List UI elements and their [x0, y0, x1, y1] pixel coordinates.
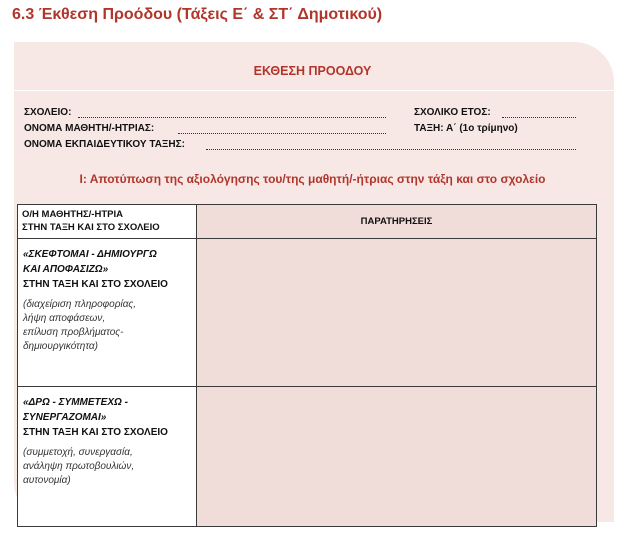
- school-year-field[interactable]: [502, 117, 576, 118]
- description-line: (διαχείριση πληροφορίας,: [23, 299, 137, 310]
- school-label: ΣΧΟΛΕΙΟ:: [24, 107, 72, 118]
- table-header-row: [18, 205, 597, 239]
- table-row: [18, 239, 597, 387]
- dimension-title-line1: «ΔΡΩ - ΣΥΜΜΕΤΕΧΩ -: [23, 397, 128, 408]
- description-line: (συμμετοχή, συνεργασία,: [23, 447, 133, 458]
- header-student-line2: ΣΤΗΝ ΤΑΞΗ ΚΑΙ ΣΤΟ ΣΧΟΛΕΙΟ: [22, 222, 160, 233]
- description-line: αυτονομία): [23, 475, 71, 486]
- student-label: ΟΝΟΜΑ ΜΑΘΗΤΗ/-ΗΤΡΙΑΣ:: [24, 123, 155, 134]
- section-subheading: Ι: Αποτύπωση της αξιολόγησης του/της μαθητή/-ήτριας στην τάξη και στο σχολείο: [79, 172, 546, 186]
- dimension-title-line1: «ΣΚΕΦΤΟΜΑΙ - ΔΗΜΙΟΥΡΓΩ: [23, 249, 157, 260]
- school-field[interactable]: [78, 117, 386, 118]
- title-divider: [14, 90, 614, 91]
- dimension-description: [23, 298, 191, 354]
- student-field[interactable]: [178, 133, 386, 134]
- dimension-description: [23, 446, 191, 488]
- description-line: λήψη αποφάσεων,: [23, 313, 106, 324]
- teacher-label: ΟΝΟΜΑ ΕΚΠΑΙΔΕΥΤΙΚΟΥ ΤΑΞΗΣ:: [24, 139, 185, 150]
- dimension-cell-act: [18, 387, 197, 527]
- header-student-line1: Ο/Η ΜΑΘΗΤΗΣ/-ΗΤΡΙΑ: [22, 209, 123, 220]
- dimension-subtitle: ΣΤΗΝ ΤΑΞΗ ΚΑΙ ΣΤΟ ΣΧΟΛΕΙΟ: [23, 279, 168, 290]
- report-title: ΕΚΘΕΣΗ ΠΡΟΟΔΟΥ: [253, 64, 372, 78]
- header-student-cell: [18, 205, 197, 239]
- dimension-subtitle: ΣΤΗΝ ΤΑΞΗ ΚΑΙ ΣΤΟ ΣΧΟΛΕΙΟ: [23, 427, 168, 438]
- section-title: 6.3 Έκθεση Προόδου (Τάξεις Ε΄ & ΣΤ΄ Δημοτικού): [12, 6, 383, 23]
- remarks-cell-act[interactable]: [197, 387, 597, 527]
- dimension-title-line2: ΚΑΙ ΑΠΟΦΑΣΙΖΩ»: [23, 264, 109, 275]
- class-label: ΤΑΞΗ: Α΄ (1ο τρίμηνο): [414, 123, 518, 134]
- description-line: επίλυση προβλήματος-: [23, 327, 124, 338]
- table-row: [18, 387, 597, 527]
- remarks-cell-think[interactable]: [197, 239, 597, 387]
- description-line: ανάληψη πρωτοβουλιών,: [23, 461, 135, 472]
- dimension-title-line2: ΣΥΝΕΡΓΑΖΟΜΑΙ»: [23, 412, 107, 423]
- school-year-label: ΣΧΟΛΙΚΟ ΕΤΟΣ:: [414, 107, 491, 118]
- description-line: δημιουργικότητα): [23, 341, 98, 352]
- teacher-field[interactable]: [206, 149, 576, 150]
- evaluation-table: [17, 204, 597, 527]
- dimension-cell-think: [18, 239, 197, 387]
- header-remarks-cell: ΠΑΡΑΤΗΡΗΣΕΙΣ: [197, 205, 597, 239]
